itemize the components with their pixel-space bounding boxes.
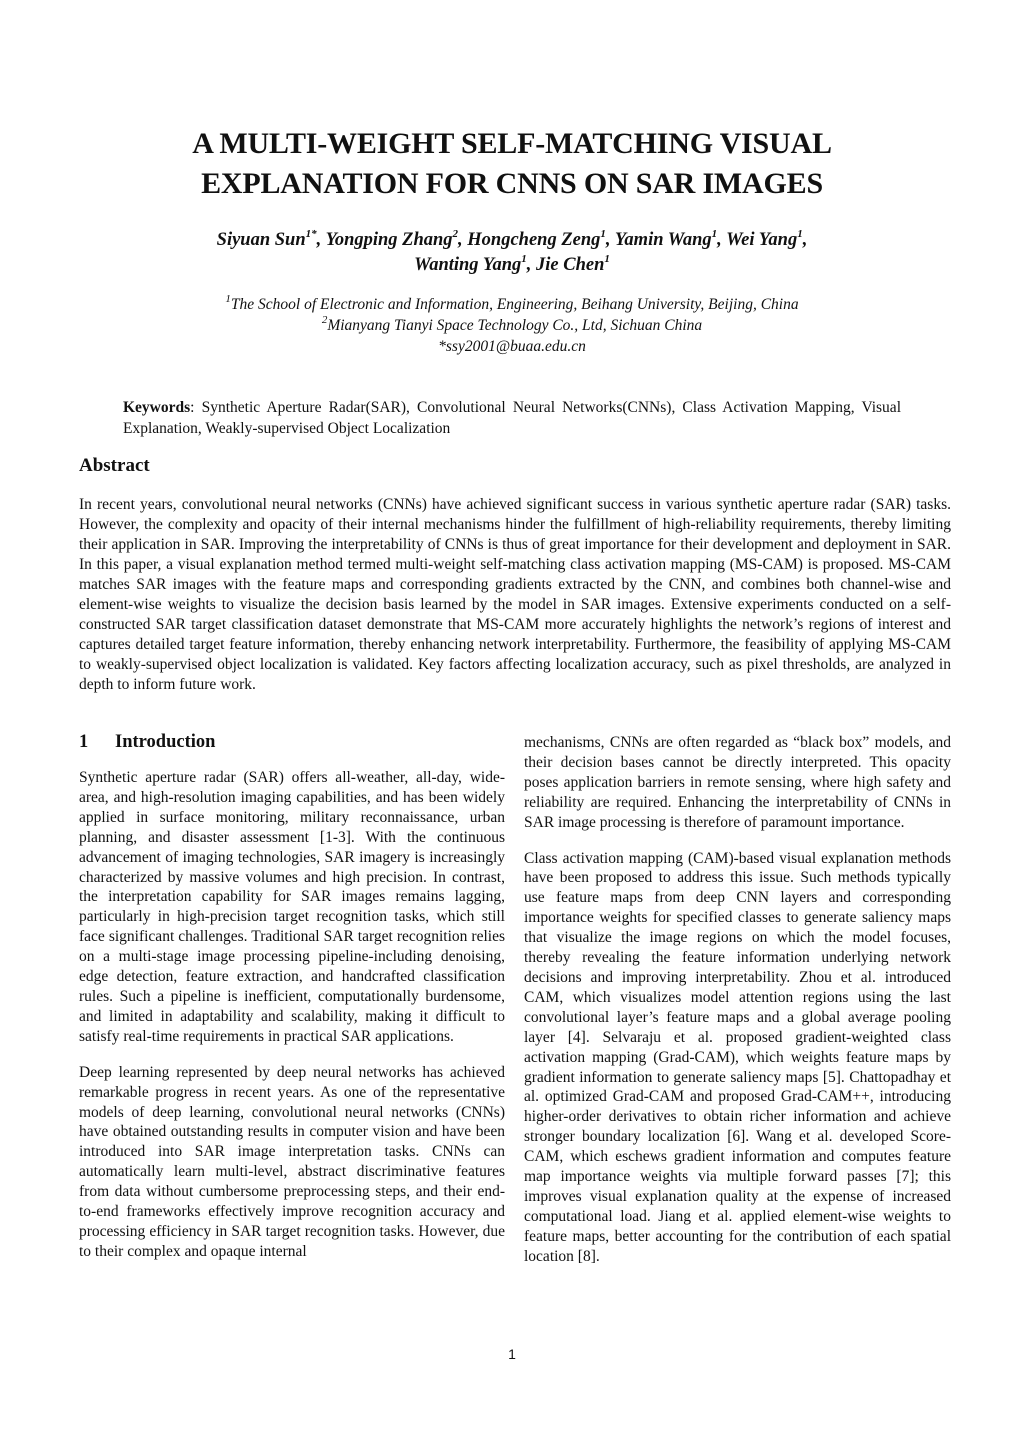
author-affiliation-mark: 1 bbox=[797, 227, 803, 240]
author-name: Hongcheng Zeng bbox=[467, 230, 601, 250]
author-name: Yamin Wang bbox=[614, 230, 712, 250]
intro-paragraph-1: Synthetic aperture radar (SAR) offers all-weather, all-day, wide-area, and high-resolution imaging capabilities, and has been widely applied in surface monitoring, military reconnaissance, urban planning, and disaster assessment [1-3]. With the continuous advancement of imaging technologies, SAR imagery is increasingly characterized by massive volumes and high precision. In contrast, the interpretation capability for SAR images remains lagging, particularly in high-precision target recognition tasks, which still face significant challenges. Traditional SAR target recognition relies on a multi-stage image processing pipeline-including denoising, edge detection, feature extraction, and handcrafted classification rules. Such a pipeline is inefficient, computationally burdensome, and limited in adaptability and scalability, making it difficult to satisfy real-time requirements in practical SAR applications. bbox=[79, 769, 505, 1045]
author-name: Wei Yang bbox=[726, 230, 798, 250]
section-title: Introduction bbox=[115, 732, 216, 752]
section-number: 1 bbox=[79, 732, 89, 752]
abstract-text: In recent years, convolutional neural networks (CNNs) have achieved significant success in various synthetic aperture radar (SAR) tasks. However, the complexity and opacity of their internal mechanisms hinder the fulfillment of high-reliability requirements, thereby limiting their application in SAR. Improving the interpretability of CNNs is thus of great importance for their development and deployment in SAR. In this paper, a visual explanation method termed multi-weight self-matching class activation mapping (MS-CAM) is proposed. MS-CAM matches SAR images with the feature maps and corresponding gradients extracted by the CNN, and combines both channel-wise and element-wise weights to visualize the decision basis learned by the model in SAR images. Extensive experiments conducted on a self-constructed SAR target classification dataset demonstrate that MS-CAM more accurately highlights the network’s regions of interest and captures detailed target feature information, thereby enhancing network interpretability. Furthermore, the feasibility of applying MS-CAM to weakly-supervised object localization is validated. Key factors affecting localization accuracy, such as pixel thresholds, are analyzed in depth to inform future work. bbox=[79, 496, 951, 693]
keywords-text: : Synthetic Aperture Radar(SAR), Convolutional Neural Networks(CNNs), Class Activation Mapping, Visual Explanation, Weakly-supervised Object Localization bbox=[123, 399, 901, 437]
abstract-heading: Abstract bbox=[79, 455, 150, 476]
author-name: Yongping Zhang bbox=[325, 230, 453, 250]
intro-paragraph-3: Class activation mapping (CAM)-based visual explanation methods have been proposed to address this issue. Such methods typically use feature maps from deep CNN layers and corresponding importance weights for specified classes to generate saliency maps that visualize the image regions on which the model focuses, thereby revealing the feature information underlying network decisions and improving interpretability. Zhou et al. introduced CAM, which visualizes model attention regions using the last convolutional layer’s feature maps and a global average pooling layer [4]. Selvaraju et al. proposed gradient-weighted class activation mapping (Grad-CAM), which weights feature maps by gradient information to generate saliency maps [5]. Chattopadhay et al. optimized Grad-CAM and proposed Grad-CAM++, introducing higher-order derivatives to obtain richer information and achieve stronger boundary localization [6]. Wang et al. developed Score-CAM, which eschews gradient information and computes feature map importance weights via multiple forward passes [7]; this improves visual explanation quality at the expense of increased computational load. Jiang et al. applied element-wise weights to feature maps, better accounting for the contribution of each spatial location [8]. bbox=[524, 849, 951, 1265]
author-affiliation-mark: 1* bbox=[305, 227, 317, 240]
intro-paragraph-2: Deep learning represented by deep neural networks has achieved remarkable progress in recent years. As one of the representative models of deep learning, convolutional neural networks (CNNs) have obtained outstanding results in computer vision and have been introduced into SAR image interpretation tasks. CNNs can automatically learn multi-level, abstract discriminative features from data without cumbersome preprocessing steps, and their end-to-end frameworks effectively improve recognition accuracy and processing efficiency in SAR target recognition tasks. However, due to their complex and opaque internal bbox=[79, 1063, 505, 1260]
keywords-label: Keywords bbox=[123, 399, 191, 416]
corresponding-email: *ssy2001@buaa.edu.cn bbox=[438, 338, 586, 355]
author-name: Wanting Yang bbox=[414, 255, 522, 275]
intro-paragraph-2-continued: mechanisms, CNNs are often regarded as “black box” models, and their decision bases cannot be directly interpreted. This opacity poses application barriers in remote sensing, where high safety and reliability are required. Enhancing the interpretability of CNNs in SAR image processing is therefore of paramount importance. bbox=[524, 734, 951, 831]
author-affiliation-mark: 1 bbox=[521, 252, 527, 265]
affiliation-1: $^1$The School of Electronic and Information, Engineering, Beihang University, Beijing, China bbox=[225, 292, 799, 313]
author-line-1: Siyuan Sun$^{1*}$, Yongping Zhang$^2$, Hongcheng Zeng$^1$, Yamin Wang$^1$, Wei Yang$^1$, bbox=[216, 227, 808, 250]
page-number: 1 bbox=[508, 1346, 516, 1362]
affiliations bbox=[60, 294, 964, 357]
author-list bbox=[60, 228, 964, 278]
title-line-2: EXPLANATION FOR CNNS ON SAR IMAGES bbox=[201, 167, 823, 200]
left-column bbox=[79, 730, 505, 1278]
author-affiliation-mark: 1 bbox=[711, 227, 718, 240]
author-name: Siyuan Sun bbox=[216, 230, 306, 250]
right-column bbox=[524, 733, 951, 1283]
author-name: Jie Chen bbox=[536, 255, 605, 275]
author-line-2: Wanting Yang$^1$, Jie Chen$^1$ bbox=[414, 252, 610, 275]
paper-title bbox=[60, 124, 964, 204]
affiliation-2: $^2$Mianyang Tianyi Space Technology Co., Ltd, Sichuan China bbox=[321, 313, 703, 334]
author-affiliation-mark: 2 bbox=[452, 227, 459, 240]
title-line-1: A MULTI-WEIGHT SELF-MATCHING VISUAL bbox=[192, 127, 832, 160]
section-heading-introduction bbox=[79, 730, 505, 754]
keywords bbox=[123, 398, 901, 439]
author-affiliation-mark: 1 bbox=[604, 252, 610, 265]
author-affiliation-mark: 1 bbox=[600, 227, 606, 240]
